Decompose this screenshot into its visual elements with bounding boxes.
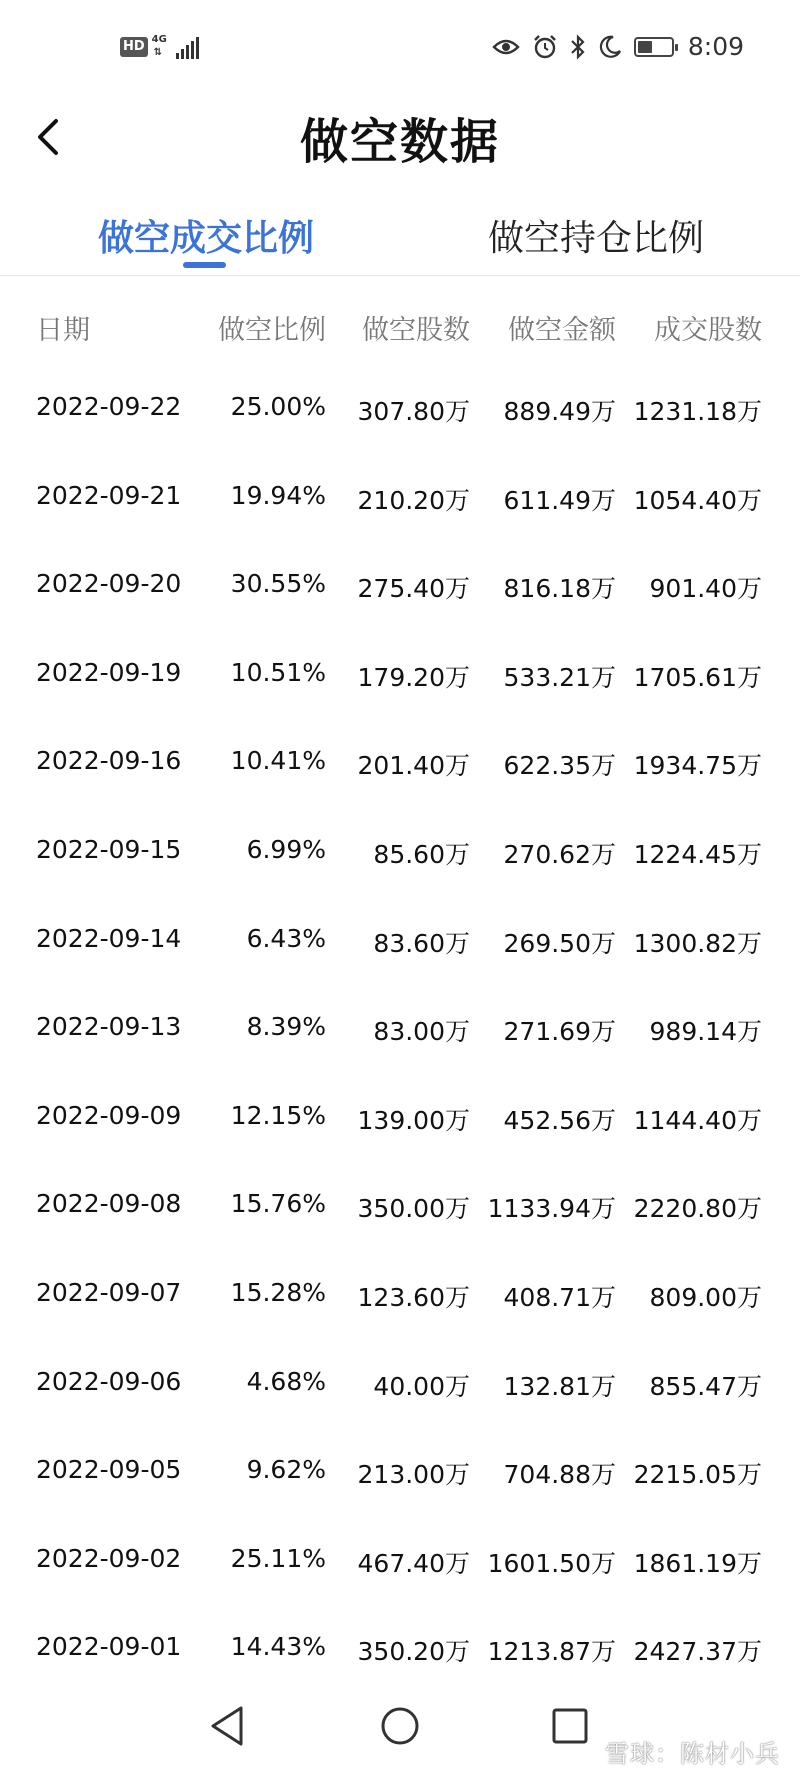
column-header-short-ratio[interactable]: 做空比例 [218,315,326,346]
cell-short-amount: 408.71万 [503,1282,616,1312]
network-label: 4G [151,34,167,45]
eye-icon [492,37,520,57]
cell-date: 2022-09-22 [36,392,182,421]
cell-date: 2022-09-02 [36,1543,182,1573]
cell-volume: 1231.18万 [633,397,762,426]
cell-short-shares: 83.60万 [373,928,470,958]
tab-short-volume-ratio[interactable]: 做空成交比例 [98,218,315,259]
square-recent-icon[interactable] [550,1704,590,1748]
cell-short-shares: 123.60万 [357,1282,470,1312]
column-header-date[interactable]: 日期 [36,315,90,346]
cell-date: 2022-09-16 [36,746,182,776]
watermark: 雪球：陈材小兵 [605,1740,780,1768]
cell-volume: 2427.37万 [633,1637,762,1667]
cell-date: 2022-09-21 [36,480,182,510]
cell-short-shares: 40.00万 [373,1371,470,1401]
cell-short-shares: 179.20万 [357,662,470,692]
table-row[interactable] [0,1339,800,1428]
cell-short-ratio: 10.41% [230,746,326,776]
cell-short-shares: 350.20万 [357,1637,470,1667]
table-row[interactable] [0,541,800,630]
cell-volume: 2220.80万 [633,1194,762,1224]
cell-volume: 855.47万 [649,1371,762,1401]
cell-date: 2022-09-08 [36,1189,182,1219]
cell-volume: 1300.82万 [633,928,762,958]
cell-short-ratio: 6.43% [246,923,326,953]
tab-bar [0,200,800,276]
column-header-short-shares[interactable]: 做空股数 [362,315,470,346]
table-row[interactable] [0,630,800,719]
cell-short-ratio: 25.00% [230,392,326,421]
cell-date: 2022-09-06 [36,1366,182,1396]
table-row[interactable] [0,896,800,985]
cell-short-amount: 1133.94万 [487,1194,616,1224]
page-title: 做空数据 [299,114,500,170]
header [0,95,800,185]
cell-short-amount: 533.21万 [503,662,616,692]
cell-short-shares: 307.80万 [357,397,470,426]
table-row[interactable] [0,718,800,807]
cell-short-ratio: 4.68% [246,1366,326,1396]
cell-short-amount: 1601.50万 [487,1548,616,1578]
cell-volume: 1934.75万 [633,751,762,781]
table-row[interactable] [0,1161,800,1250]
cell-volume: 2215.05万 [633,1460,762,1490]
cell-short-amount: 1213.87万 [487,1637,616,1667]
cell-date: 2022-09-13 [36,1012,182,1042]
cell-short-shares: 213.00万 [357,1460,470,1490]
short-data-table [0,282,800,1693]
cell-short-shares: 350.00万 [357,1194,470,1224]
cell-date: 2022-09-01 [36,1632,182,1662]
battery-level [638,41,652,53]
cell-short-ratio: 12.15% [230,1100,326,1130]
cell-short-ratio: 19.94% [230,480,326,510]
cell-short-amount: 611.49万 [503,485,616,515]
cell-date: 2022-09-14 [36,923,182,953]
cell-short-ratio: 30.55% [230,569,326,599]
cell-short-amount: 271.69万 [503,1017,616,1047]
table-row[interactable] [0,1516,800,1605]
table-row[interactable] [0,364,800,453]
table-row[interactable] [0,1427,800,1516]
table-row[interactable] [0,453,800,542]
cell-volume: 1861.19万 [633,1548,762,1578]
cell-short-ratio: 15.76% [230,1189,326,1219]
table-body [0,364,800,1693]
cell-short-ratio: 25.11% [230,1543,326,1573]
table-row[interactable] [0,1604,800,1693]
cell-short-amount: 452.56万 [503,1105,616,1135]
cell-short-shares: 83.00万 [373,1017,470,1047]
cell-volume: 901.40万 [649,574,762,604]
triangle-back-icon[interactable] [207,1704,247,1748]
table-header [0,282,800,364]
cell-short-shares: 275.40万 [357,574,470,604]
status-left [120,34,199,60]
status-right [492,32,744,61]
status-bar [0,0,800,100]
column-header-volume[interactable]: 成交股数 [654,315,762,346]
cell-short-amount: 269.50万 [503,928,616,958]
cell-short-amount: 816.18万 [503,574,616,604]
cell-volume: 1705.61万 [633,662,762,692]
circle-home-icon[interactable] [379,1704,421,1748]
cell-short-amount: 889.49万 [503,397,616,426]
table-row[interactable] [0,984,800,1073]
cell-short-ratio: 9.62% [246,1455,326,1485]
cell-short-amount: 704.88万 [503,1460,616,1490]
cell-short-amount: 622.35万 [503,751,616,781]
table-row[interactable] [0,1073,800,1162]
cell-short-ratio: 10.51% [230,657,326,687]
cell-short-shares: 201.40万 [357,751,470,781]
clock: 8:09 [687,32,744,61]
table-row[interactable] [0,807,800,896]
cell-volume: 1054.40万 [633,485,762,515]
hd-badge: HD [120,37,148,57]
moon-icon [598,35,622,59]
cell-volume: 809.00万 [649,1282,762,1312]
alarm-icon [532,34,558,60]
cell-short-ratio: 15.28% [230,1277,326,1307]
signal-icon [176,35,199,59]
cell-short-ratio: 14.43% [230,1632,326,1662]
cell-short-shares: 85.60万 [373,839,470,869]
cell-short-shares: 210.20万 [357,485,470,515]
cell-volume: 1224.45万 [633,839,762,869]
cell-short-amount: 270.62万 [503,839,616,869]
table-row[interactable] [0,1250,800,1339]
cell-date: 2022-09-07 [36,1277,182,1307]
bluetooth-icon [570,34,586,60]
network-type [152,34,172,60]
cell-short-shares: 467.40万 [357,1548,470,1578]
cell-volume: 989.14万 [649,1017,762,1047]
column-header-short-amount[interactable]: 做空金额 [508,315,616,346]
cell-short-ratio: 8.39% [246,1012,326,1042]
cell-short-shares: 139.00万 [357,1105,470,1135]
cell-date: 2022-09-15 [36,834,182,864]
cell-short-ratio: 6.99% [246,834,326,864]
tab-short-position-ratio[interactable]: 做空持仓比例 [488,218,705,259]
cell-date: 2022-09-05 [36,1455,182,1485]
data-arrows-icon: ⇅ [153,47,163,58]
tab-indicator [183,262,226,268]
cell-volume: 1144.40万 [633,1105,762,1135]
cell-short-amount: 132.81万 [503,1371,616,1401]
battery-icon [634,37,674,57]
cell-date: 2022-09-09 [36,1100,182,1130]
cell-date: 2022-09-19 [36,657,182,687]
cell-date: 2022-09-20 [36,569,182,599]
